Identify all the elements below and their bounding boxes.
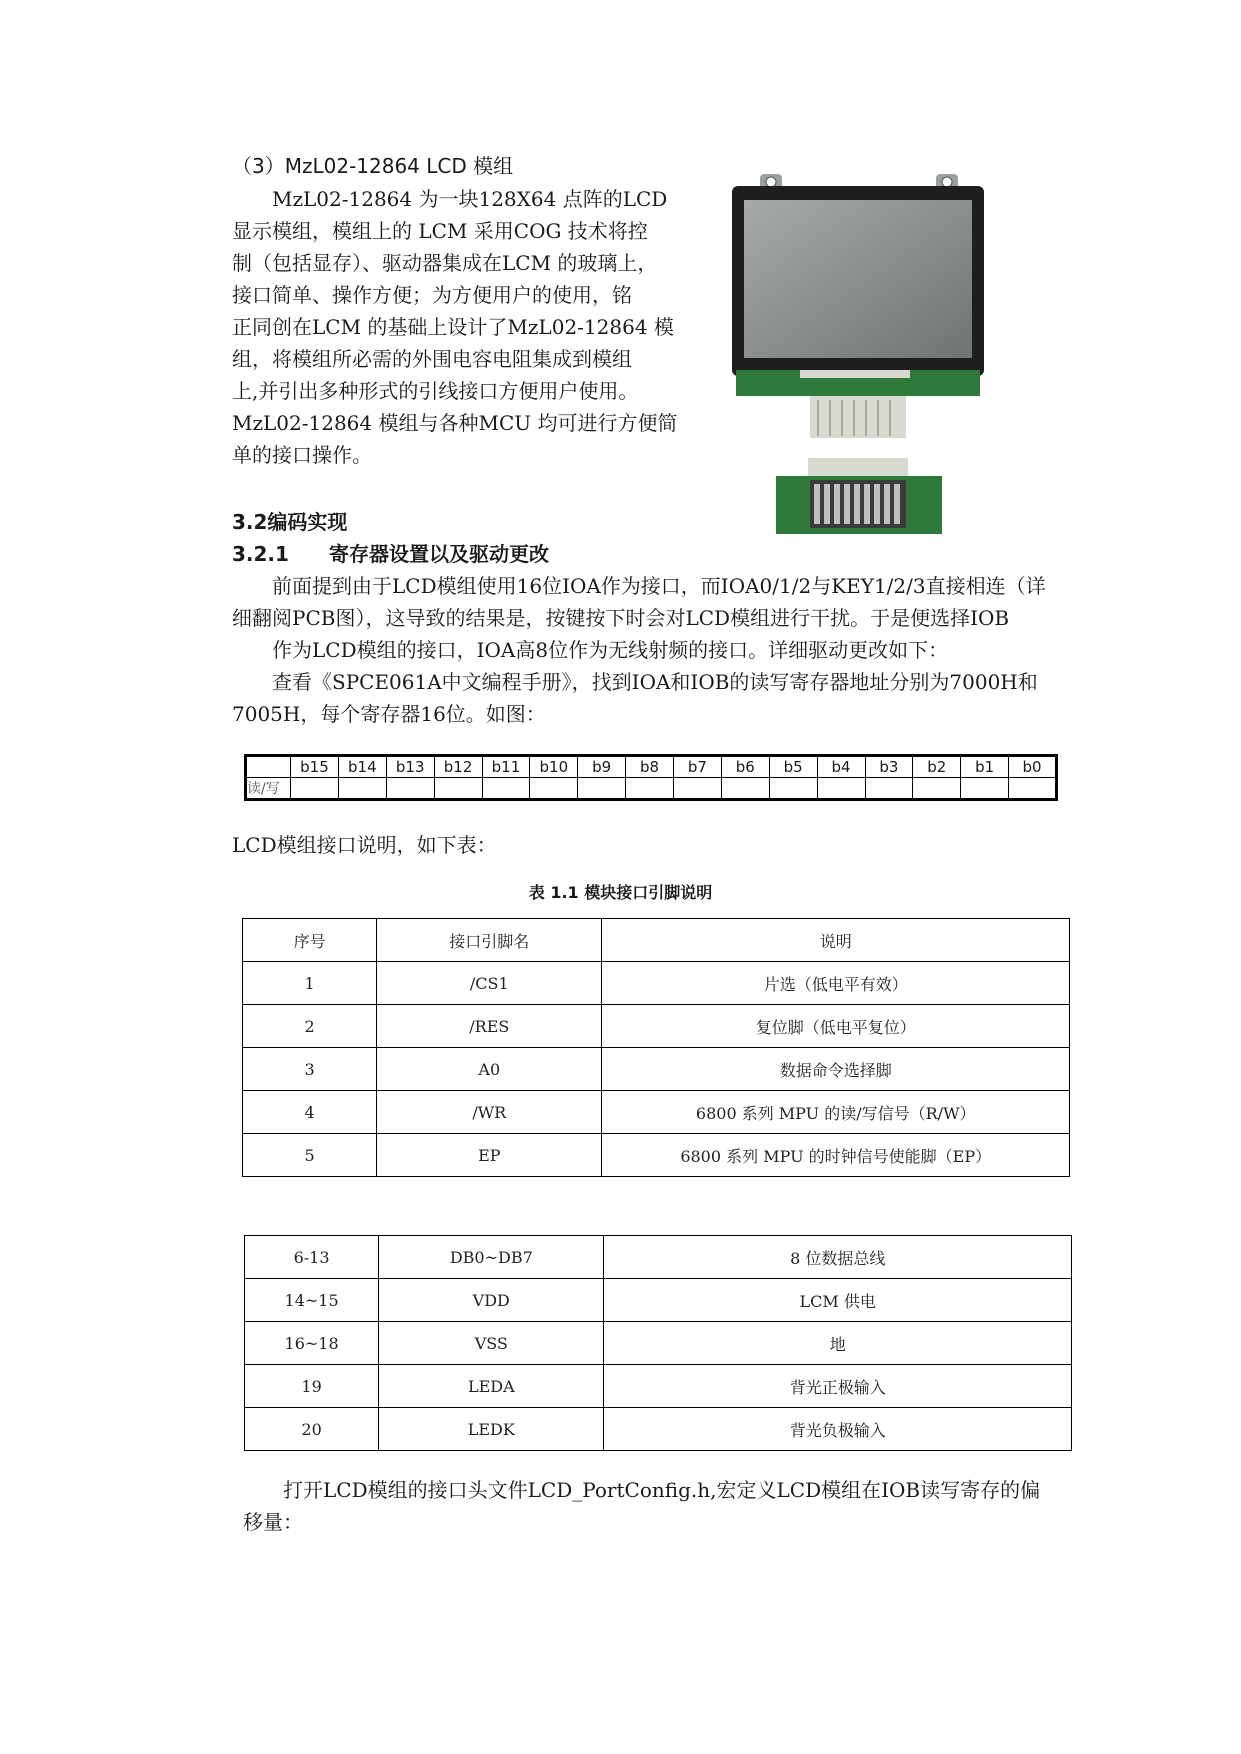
read-write-row [246, 778, 1057, 800]
pin-description: 地 [604, 1322, 1072, 1365]
bit-cell: b11 [482, 756, 530, 778]
pin-description: 6800 系列 MPU 的读/写信号（R/W） [602, 1091, 1070, 1134]
bit-cell: b9 [578, 756, 626, 778]
paragraph-line: 制（包括显存）、驱动器集成在LCM 的玻璃上， [232, 251, 658, 275]
pin-number: 5 [243, 1134, 377, 1177]
table-row [243, 1048, 1070, 1091]
bit-cell: b5 [769, 756, 817, 778]
paragraph-line: 移量： [243, 1510, 303, 1534]
table-cell [482, 778, 530, 800]
bit-cell: b7 [674, 756, 722, 778]
pin-name: DB0~DB7 [379, 1236, 604, 1279]
table-row [245, 1408, 1072, 1451]
pin-number: 14~15 [245, 1279, 379, 1322]
section-heading: （3）MzL02-12864 LCD 模组 [232, 154, 514, 178]
paragraph-line: 前面提到由于LCD模组使用16位IOA作为接口，而IOA0/1/2与KEY1/2/3直接相连（详 [272, 574, 1046, 598]
pin-number: 16~18 [245, 1322, 379, 1365]
table-row [245, 1365, 1072, 1408]
pin-description: 8 位数据总线 [604, 1236, 1072, 1279]
table-row [245, 1322, 1072, 1365]
table-cell [769, 778, 817, 800]
paragraph-line: 细翻阅PCB图），这导致的结果是，按键按下时会对LCD模组进行干扰。于是便选择IOB [232, 606, 1010, 630]
paragraph-line: 7005H，每个寄存器16位。如图： [232, 702, 546, 726]
table-row [243, 1091, 1070, 1134]
bit-cell: b4 [817, 756, 865, 778]
pin-table-continued [244, 1235, 1072, 1451]
pin-name: LEDA [379, 1365, 604, 1408]
table-cell [291, 778, 339, 800]
pin-description: LCM 供电 [604, 1279, 1072, 1322]
paragraph-line: 接口简单、操作方便；为方便用户的使用，铭 [232, 283, 632, 307]
bit-cell: b10 [530, 756, 578, 778]
paragraph-line: 查看《SPCE061A中文编程手册》，找到IOA和IOB的读写寄存器地址分别为7000H和 [272, 670, 1038, 694]
table-cell [961, 778, 1009, 800]
pin-number: 20 [245, 1408, 379, 1451]
table-cell [530, 778, 578, 800]
bit-cell: b15 [291, 756, 339, 778]
table-row [243, 1005, 1070, 1048]
table-cell [1009, 778, 1057, 800]
sub-heading-3-2-1: 3.2.1 寄存器设置以及驱动更改 [232, 542, 549, 566]
pin-number: 1 [243, 962, 377, 1005]
pin-number: 6-13 [245, 1236, 379, 1279]
bit-cell: b2 [913, 756, 961, 778]
pin-name: /CS1 [377, 962, 602, 1005]
pin-name: EP [377, 1134, 602, 1177]
table-cell [246, 756, 291, 778]
paragraph-line: 单的接口操作。 [232, 443, 372, 467]
bit-cell: b8 [626, 756, 674, 778]
pin-description: 6800 系列 MPU 的时钟信号使能脚（EP） [602, 1134, 1070, 1177]
table-cell [817, 778, 865, 800]
table-cell [721, 778, 769, 800]
bit-cell: b6 [721, 756, 769, 778]
pin-description: 片选（低电平有效） [602, 962, 1070, 1005]
table-cell [913, 778, 961, 800]
table-cell [674, 778, 722, 800]
table-row [245, 1236, 1072, 1279]
register-bit-table [244, 754, 1058, 801]
pin-description: 数据命令选择脚 [602, 1048, 1070, 1091]
pin-name: VDD [379, 1279, 604, 1322]
pin-description: 背光正极输入 [604, 1365, 1072, 1408]
table-row [243, 1134, 1070, 1177]
pin-number: 19 [245, 1365, 379, 1408]
table-caption: 表 1.1 模块接口引脚说明 [528, 883, 713, 902]
pin-number: 3 [243, 1048, 377, 1091]
pin-number: 2 [243, 1005, 377, 1048]
paragraph-line: 作为LCD模组的接口，IOA高8位作为无线射频的接口。详细驱动更改如下： [272, 638, 949, 662]
paragraph-line: 上,并引出多种形式的引线接口方便用户使用。 [232, 379, 639, 403]
table-row [245, 1279, 1072, 1322]
table-header-row [243, 919, 1070, 962]
lcd-module-photo [730, 170, 990, 540]
pin-name: /RES [377, 1005, 602, 1048]
table-cell [626, 778, 674, 800]
table-cell [386, 778, 434, 800]
table-cell [865, 778, 913, 800]
pin-name: A0 [377, 1048, 602, 1091]
row-label: 读/写 [246, 778, 291, 800]
pin-name: /WR [377, 1091, 602, 1134]
lcd-interface-intro: LCD模组接口说明，如下表： [232, 833, 497, 857]
paragraph-line: MzL02-12864 为一块128X64 点阵的LCD [272, 187, 668, 211]
bit-cell: b0 [1009, 756, 1057, 778]
bit-cell: b3 [865, 756, 913, 778]
pin-description: 背光负极输入 [604, 1408, 1072, 1451]
paragraph-line: 显示模组，模组上的 LCM 采用COG 技术将控 [232, 219, 648, 243]
pin-number: 4 [243, 1091, 377, 1134]
column-header: 接口引脚名 [377, 919, 602, 962]
table-row [243, 962, 1070, 1005]
table-cell [434, 778, 482, 800]
table-cell [578, 778, 626, 800]
pin-name: VSS [379, 1322, 604, 1365]
paragraph-line: 组，将模组所必需的外围电容电阻集成到模组 [232, 347, 632, 371]
column-header: 序号 [243, 919, 377, 962]
pin-description: 复位脚（低电平复位） [602, 1005, 1070, 1048]
bit-cell: b14 [338, 756, 386, 778]
pin-table [242, 918, 1070, 1177]
bit-header-row [246, 756, 1057, 778]
bit-cell: b1 [961, 756, 1009, 778]
bit-cell: b13 [386, 756, 434, 778]
column-header: 说明 [602, 919, 1070, 962]
bit-cell: b12 [434, 756, 482, 778]
paragraph-line: MzL02-12864 模组与各种MCU 均可进行方便简 [232, 411, 678, 435]
paragraph-line: 打开LCD模组的接口头文件LCD_PortConfig.h,宏定义LCD模组在IOB读写寄存的偏 [283, 1478, 1041, 1502]
table-cell [338, 778, 386, 800]
section-heading-3-2: 3.2编码实现 [232, 510, 348, 534]
pin-name: LEDK [379, 1408, 604, 1451]
paragraph-line: 正同创在LCM 的基础上设计了MzL02-12864 模 [232, 315, 674, 339]
